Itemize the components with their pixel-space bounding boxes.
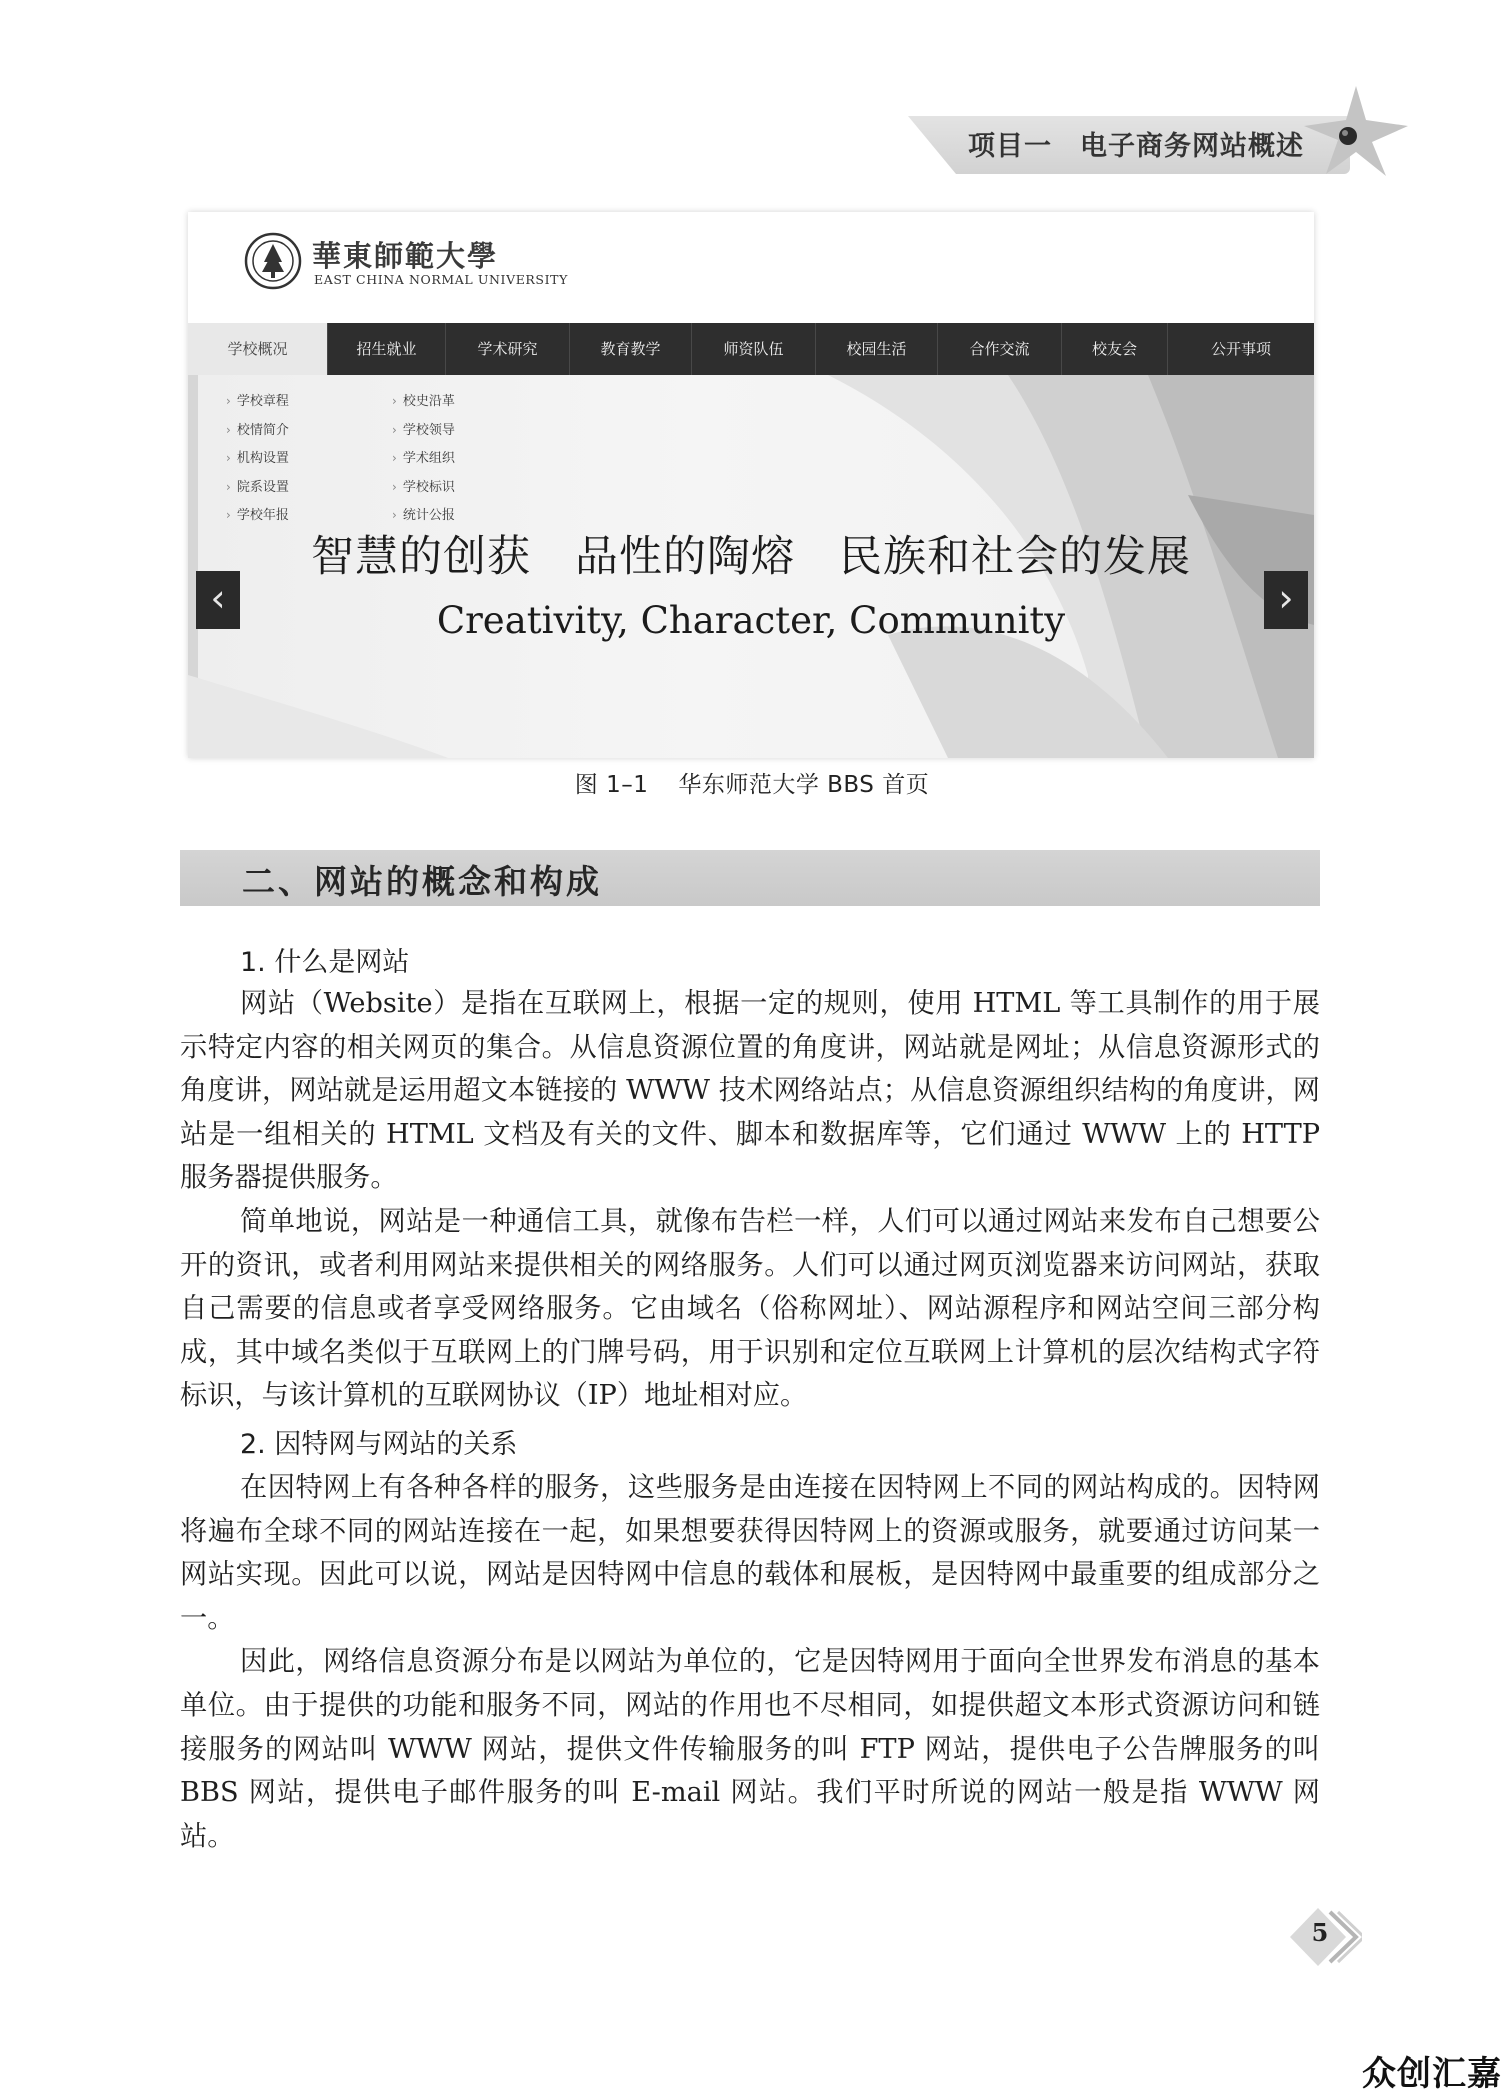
paragraph: 简单地说，网站是一种通信工具，就像布告栏一样，人们可以通过网站来发布自己想要公开的资讯，或者利用网站来提供相关的网络服务。人们可以通过网页浏览器来访问网站，获取自己需要的信息或者享受网络服务。它由域名（俗称网址）、网站源程序和网站空间三部分构成，其中域名类似于互联网上的门牌号码，用于识别和定位互联网上计算机的层次结构式字符标识，与该计算机的互联网协议（IP）地址相对应。 (180, 1205, 1320, 1412)
section-title: 二、网站的概念和构成 (242, 862, 602, 901)
nav-item-cooperation[interactable]: 合作交流 (938, 323, 1062, 375)
submenu-item[interactable]: › 统计公报 (392, 508, 455, 523)
figure-caption-label: 图 1–1 (574, 772, 649, 798)
body-text-block-2 (180, 1466, 1320, 1858)
submenu-item[interactable]: › 学术组织 (392, 451, 455, 466)
site-nav-bar (188, 323, 1314, 375)
site-logo-row (188, 212, 1314, 322)
figure-caption (0, 766, 1504, 799)
nav-item-faculty[interactable]: 师资队伍 (692, 323, 816, 375)
university-emblem-icon (244, 232, 302, 290)
submenu-item[interactable]: › 学校标识 (392, 479, 455, 495)
banner-slogan-cn: 智慧的创获 品性的陶熔 民族和社会的发展 (311, 532, 1191, 582)
chapter-header-title: 项目一 电子商务网站概述 (968, 131, 1304, 162)
nav-item-about[interactable]: 学校概况 (188, 323, 328, 375)
university-name-en: EAST CHINA NORMAL UNIVERSITY (314, 272, 568, 287)
dropdown-submenu (226, 387, 526, 537)
hero-banner (188, 375, 1314, 758)
page-number: 5 (1311, 1918, 1329, 1947)
nav-item-public-affairs[interactable]: 公开事项 (1210, 340, 1271, 358)
submenu-item[interactable]: › 学校章程 (226, 394, 289, 409)
nav-item-teaching[interactable]: 教育教学 (570, 323, 692, 375)
watermark-text: 众创汇嘉 (1362, 2054, 1502, 2094)
nav-item-campus-life[interactable]: 校园生活 (816, 323, 938, 375)
nav-item-alumni[interactable]: 校友会 (1062, 323, 1168, 375)
university-name-cn: 華東師範大學 (312, 239, 499, 273)
banner-slogan-en: Creativity, Character, Community (436, 599, 1066, 642)
body-text-block-1 (180, 982, 1320, 1418)
subheading-internet-website: 2. 因特网与网站的关系 (240, 1429, 518, 1460)
subheading-what-is-website: 1. 什么是网站 (240, 947, 410, 978)
paragraph: 网站（Website）是指在互联网上，根据一定的规则，使用 HTML 等工具制作的用于展示特定内容的相关网页的集合。从信息资源位置的角度讲，网站就是网址；从信息资源形式的角度讲，网站就是运用超文本链接的 WWW 技术网络站点；从信息资源组织结构的角度讲，网站是一组相关的 HTML 文档及有关的文件、脚本和数据库等，它们通过 WWW 上的 HTTP 服务器提供服务。 (180, 988, 1320, 1194)
paragraph: 在因特网上有各种各样的服务，这些服务是由连接在因特网上不同的网站构成的。因特网将遍布全球不同的网站连接在一起，如果想要获得因特网上的资源或服务，就要通过访问某一网站实现。因此可以说，网站是因特网中信息的载体和展板，是因特网中最重要的组成部分之一。 (180, 1472, 1320, 1634)
submenu-item[interactable]: › 机构设置 (226, 451, 289, 466)
submenu-item[interactable]: › 学校年报 (226, 508, 289, 523)
carousel-prev-button[interactable]: ‹ (196, 571, 240, 629)
submenu-item[interactable]: › 校史沿革 (392, 394, 455, 409)
figure-caption-text: 华东师范大学 BBS 首页 (678, 772, 930, 798)
submenu-item[interactable]: › 学校领导 (392, 422, 455, 438)
nav-item-research[interactable]: 学术研究 (446, 323, 570, 375)
carousel-next-button[interactable]: › (1264, 571, 1308, 629)
nav-item-admissions[interactable]: 招生就业 (328, 323, 446, 375)
figure-screenshot (188, 212, 1314, 758)
paragraph: 因此，网络信息资源分布是以网站为单位的，它是因特网用于面向全世界发布消息的基本单位。由于提供的功能和服务不同，网站的作用也不尽相同，如提供超文本形式资源访问和链接服务的网站叫 WWW 网站，提供文件传输服务的叫 FTP 网站，提供电子公告牌服务的叫 BBS 网站，提供电子邮件服务的叫 E-mail 网站。我们平时所说的网站一般是指 WWW 网站。 (180, 1646, 1320, 1852)
submenu-item[interactable]: › 校情简介 (226, 422, 289, 438)
submenu-item[interactable]: › 院系设置 (226, 479, 289, 495)
